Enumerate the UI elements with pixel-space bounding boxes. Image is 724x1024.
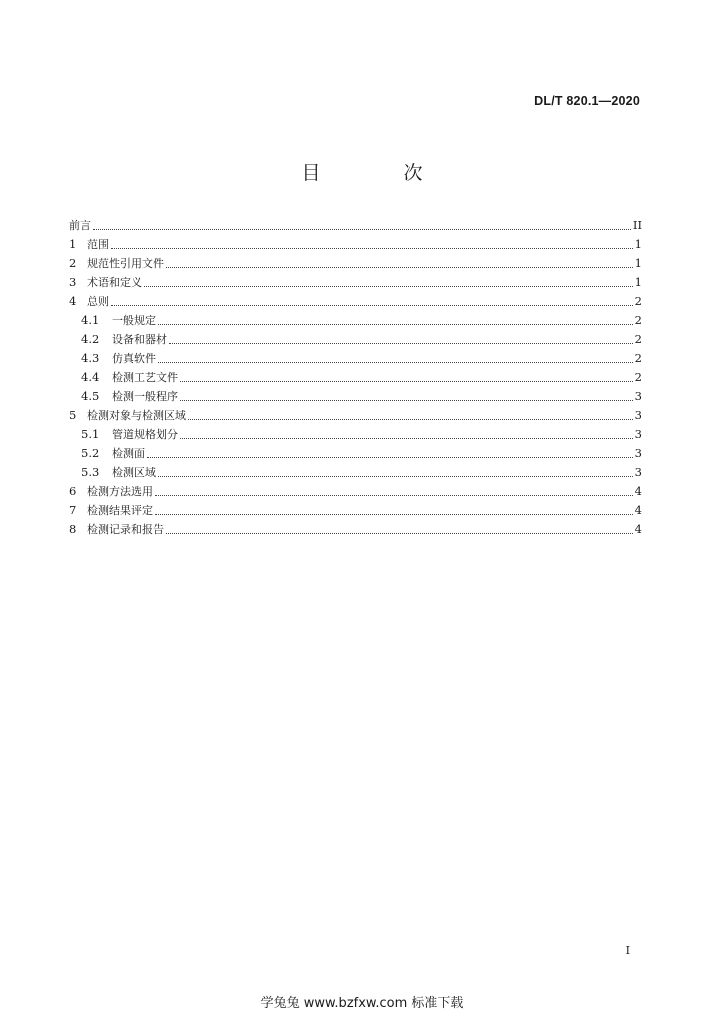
toc-entry[interactable] bbox=[69, 520, 642, 539]
toc-entry-page: II bbox=[632, 218, 642, 232]
toc-entry-label: 检测方法选用 bbox=[87, 485, 153, 498]
toc-entry[interactable] bbox=[69, 216, 642, 235]
toc-entry[interactable] bbox=[69, 368, 642, 387]
toc-entry-page: 2 bbox=[634, 294, 642, 308]
toc-entry-label: 管道规格划分 bbox=[112, 428, 178, 441]
table-of-contents bbox=[69, 216, 642, 539]
toc-entry-label: 术语和定义 bbox=[87, 276, 142, 289]
toc-entry-number: 8 bbox=[69, 522, 77, 536]
toc-entry-number: 7 bbox=[69, 503, 77, 517]
toc-dot-leader bbox=[93, 228, 631, 230]
toc-entry-label: 检测工艺文件 bbox=[112, 371, 178, 384]
toc-entry-label: 总则 bbox=[87, 295, 109, 308]
toc-entry-number: 4.3 bbox=[81, 351, 100, 365]
toc-dot-leader bbox=[166, 532, 633, 534]
toc-dot-leader bbox=[144, 285, 633, 287]
toc-entry-number: 4.1 bbox=[81, 313, 100, 327]
toc-dot-leader bbox=[169, 342, 633, 344]
toc-entry-number: 3 bbox=[69, 275, 77, 289]
toc-entry-page: 3 bbox=[634, 427, 642, 441]
toc-entry-number: 4 bbox=[69, 294, 77, 308]
toc-entry[interactable] bbox=[69, 406, 642, 425]
toc-entry-number: 4.2 bbox=[81, 332, 100, 346]
toc-entry[interactable] bbox=[69, 330, 642, 349]
toc-entry-page: 2 bbox=[634, 370, 642, 384]
toc-entry-number: 2 bbox=[69, 256, 77, 270]
toc-entry[interactable] bbox=[69, 254, 642, 273]
toc-entry-page: 4 bbox=[634, 522, 642, 536]
toc-entry-label: 范围 bbox=[87, 238, 109, 251]
toc-entry-label: 检测记录和报告 bbox=[87, 523, 164, 536]
toc-entry-number: 5.1 bbox=[81, 427, 100, 441]
toc-dot-leader bbox=[158, 475, 633, 477]
toc-entry-label: 前言 bbox=[69, 219, 91, 232]
toc-entry-number: 5.3 bbox=[81, 465, 100, 479]
toc-entry[interactable] bbox=[69, 482, 642, 501]
toc-dot-leader bbox=[158, 323, 633, 325]
toc-entry-number: 5 bbox=[69, 408, 77, 422]
toc-entry[interactable] bbox=[69, 425, 642, 444]
toc-dot-leader bbox=[147, 456, 633, 458]
toc-dot-leader bbox=[188, 418, 633, 420]
toc-entry-label: 检测结果评定 bbox=[87, 504, 153, 517]
page-title: 目 次 bbox=[301, 162, 455, 184]
toc-entry-number: 5.2 bbox=[81, 446, 100, 460]
toc-entry[interactable] bbox=[69, 235, 642, 254]
toc-entry-page: 1 bbox=[634, 256, 642, 270]
standard-code: DL/T 820.1—2020 bbox=[534, 94, 640, 108]
toc-entry-label: 检测区域 bbox=[112, 466, 156, 479]
toc-entry-page: 2 bbox=[634, 313, 642, 327]
toc-entry-number: 4.4 bbox=[81, 370, 100, 384]
toc-dot-leader bbox=[155, 513, 633, 515]
toc-entry[interactable] bbox=[69, 311, 642, 330]
toc-entry[interactable] bbox=[69, 463, 642, 482]
toc-dot-leader bbox=[158, 361, 633, 363]
toc-entry-page: 3 bbox=[634, 446, 642, 460]
toc-entry[interactable] bbox=[69, 349, 642, 368]
toc-entry-label: 仿真软件 bbox=[112, 352, 156, 365]
toc-entry[interactable] bbox=[69, 273, 642, 292]
toc-entry-label: 规范性引用文件 bbox=[87, 257, 164, 270]
toc-entry-page: 1 bbox=[634, 237, 642, 251]
toc-entry-page: 1 bbox=[634, 275, 642, 289]
toc-dot-leader bbox=[180, 437, 633, 439]
toc-entry-page: 3 bbox=[634, 465, 642, 479]
toc-entry-label: 一般规定 bbox=[112, 314, 156, 327]
toc-dot-leader bbox=[111, 247, 633, 249]
toc-entry-page: 4 bbox=[634, 503, 642, 517]
toc-entry[interactable] bbox=[69, 501, 642, 520]
toc-entry-label: 检测一般程序 bbox=[112, 390, 178, 403]
toc-dot-leader bbox=[111, 304, 633, 306]
toc-entry[interactable] bbox=[69, 387, 642, 406]
toc-entry-page: 4 bbox=[634, 484, 642, 498]
toc-entry-page: 2 bbox=[634, 332, 642, 346]
toc-dot-leader bbox=[166, 266, 633, 268]
toc-entry-number: 6 bbox=[69, 484, 77, 498]
toc-entry[interactable] bbox=[69, 292, 642, 311]
toc-entry[interactable] bbox=[69, 444, 642, 463]
toc-entry-number: 4.5 bbox=[81, 389, 100, 403]
toc-entry-label: 检测对象与检测区域 bbox=[87, 409, 186, 422]
page-number: I bbox=[625, 944, 630, 957]
toc-entry-page: 2 bbox=[634, 351, 642, 365]
toc-entry-label: 设备和器材 bbox=[112, 333, 167, 346]
toc-entry-page: 3 bbox=[634, 389, 642, 403]
toc-dot-leader bbox=[180, 399, 633, 401]
toc-entry-number: 1 bbox=[69, 237, 77, 251]
toc-dot-leader bbox=[180, 380, 633, 382]
toc-dot-leader bbox=[155, 494, 633, 496]
footer-watermark: 学兔兔 www.bzfxw.com 标准下载 bbox=[260, 996, 464, 1011]
toc-entry-page: 3 bbox=[634, 408, 642, 422]
toc-entry-label: 检测面 bbox=[112, 447, 145, 460]
